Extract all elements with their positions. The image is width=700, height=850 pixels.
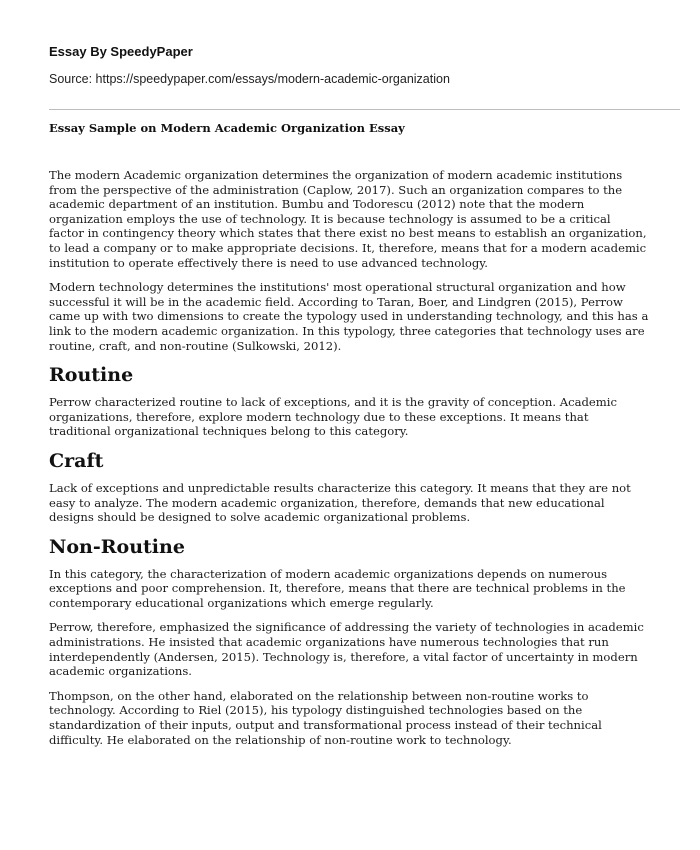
essay-title: Essay Sample on Modern Academic Organization Essay: [49, 121, 405, 135]
craft-paragraph: Lack of exceptions and unpredictable results characterize this category. It means that they are not easy to analyze. The modern academic organization, therefore, demands that new educational designs should be designed to solve academic organizational problems.: [49, 480, 631, 525]
intro-paragraph: The modern Academic organization determines the organization of modern academic institutions from the perspective of the administration (Caplow, 2017). Such an organization compares to the academic department of an institution. Bumbu and Todorescu (2012) note that the modern organization employs the use of technology. It is because technology is assumed to be a critical factor in contingency theory which states that there exist no best means to establish an organization, to lead a company or to make appropriate decisions. It, therefore, means that for a modern academic institution to operate effectively there is need to use advanced technology.: [49, 168, 647, 270]
routine-paragraph: Perrow characterized routine to lack of exceptions, and it is the gravity of conception. Academic organizations, therefore, explore modern technology due to these exceptions. It means that traditional organizational techniques belong to this category.: [49, 395, 617, 439]
section-heading-routine: Routine: [49, 364, 134, 387]
essay-body: [49, 168, 649, 757]
section-heading-craft: Craft: [49, 449, 104, 472]
non-routine-paragraph-1: In this category, the characterization of modern academic organizations depends on numerous exceptions and poor comprehension. It, therefore, means that there are technical problems in the contemporary educational organizations which emerge regularly.: [49, 566, 626, 610]
publisher-title: Essay By SpeedyPaper: [49, 44, 193, 59]
source-line: Source: https://speedypaper.com/essays/modern-academic-organization: [49, 72, 450, 86]
technology-paragraph: Modern technology determines the institutions' most operational structural organization and how successful it will be in the academic field. According to Taran, Boer, and Lindgren (2015), Perrow came up with two dimensions to create the typology used in understanding technology, and this has a link to the modern academic organization. In this typology, three categories that technology uses are routine, craft, and non-routine (Sulkowski, 2012).: [49, 280, 649, 353]
non-routine-paragraph-3: Thompson, on the other hand, elaborated on the relationship between non-routine works to technology. According to Riel (2015), his typology distinguished technologies based on the standardization of their inputs, output and transformational process instead of their technical difficulty. He elaborated on the relationship of non-routine work to technology.: [49, 688, 602, 747]
non-routine-paragraph-2: Perrow, therefore, emphasized the significance of addressing the variety of technologies in academic administrations. He insisted that academic organizations have numerous technologies that run interdependently (Andersen, 2015). Technology is, therefore, a vital factor of uncertainty in modern academic organizations.: [49, 620, 644, 679]
header-divider: [49, 109, 680, 110]
section-heading-non-routine: Non-Routine: [49, 535, 185, 558]
